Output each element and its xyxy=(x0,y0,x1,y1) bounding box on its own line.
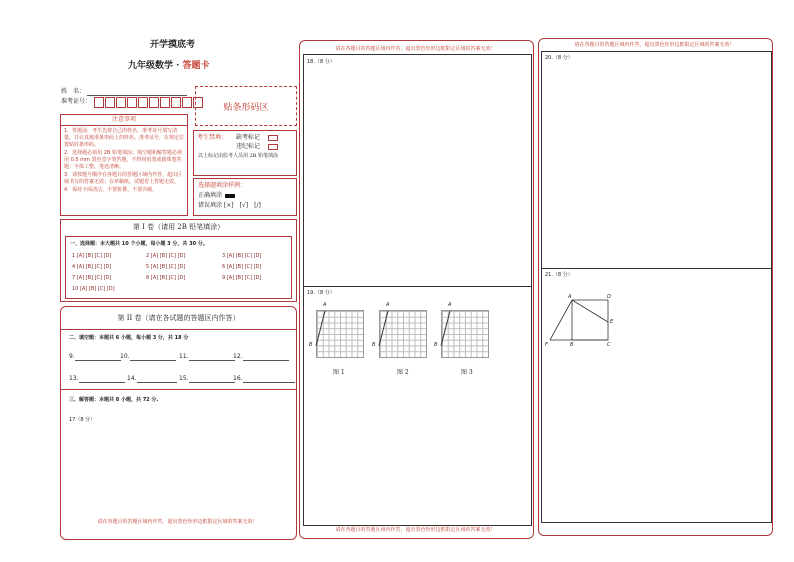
solve-section-title: 三、解答题：本题共 8 小题，共 72 分. xyxy=(69,397,159,403)
q19-label: 19.（8 分） xyxy=(307,290,335,296)
marks-label: 考生禁填： xyxy=(197,134,228,141)
choice-q9[interactable]: 9 [A] [B] [C] [D] xyxy=(222,275,262,281)
absent-label: 缺考标记 xyxy=(236,134,261,141)
note-4: 4．保持卡面清洁，不要折叠、不要弄破。 xyxy=(64,187,158,193)
fill-correct-label: 正确填涂 xyxy=(198,192,223,199)
q21-point-c: C xyxy=(607,342,611,348)
part2-warning: 请在各题目的答题区域内作答，超出黑色矩形边框限定区域的答案无效！ xyxy=(97,519,258,525)
q21-point-a: A xyxy=(568,294,572,300)
blank-9[interactable]: 9. xyxy=(69,353,121,361)
choice-q7[interactable]: 7 [A] [B] [C] [D] xyxy=(72,275,112,281)
part1-title: 第 I 卷（请用 2B 铅笔填涂） xyxy=(132,223,225,231)
sheet-label: 答题卡 xyxy=(182,61,210,71)
blank-15[interactable]: 15. xyxy=(179,375,235,383)
exam-no-label: 准考证号： xyxy=(61,98,92,105)
choice-q8[interactable]: 8 [A] [B] [C] [D] xyxy=(146,275,186,281)
q20-label: 20.（8 分） xyxy=(545,55,573,61)
middle-warning-top: 请在各题目的答题区域内作答，超出黑色矩形边框限定区域的答案无效！ xyxy=(335,46,496,52)
q21-point-e: E xyxy=(610,319,614,325)
choice-q3[interactable]: 3 [A] [B] [C] [D] xyxy=(222,253,262,259)
choice-q5[interactable]: 5 [A] [B] [C] [D] xyxy=(146,264,186,270)
choice-q10[interactable]: 10 [A] [B] [C] [D] xyxy=(72,286,115,292)
subject-name: 九年级数学 xyxy=(128,61,174,71)
blank-16[interactable]: 16. xyxy=(233,375,295,383)
blank-10[interactable]: 10. xyxy=(120,353,176,361)
name-label: 姓 名： xyxy=(61,88,86,95)
note-1: 1．答题前，考生先将自己的姓名，准考证号填写清楚，并认真核准条形码上的姓名、准考证号，在规定位置贴好条形码。 xyxy=(64,128,185,148)
q19-fig2-point-b: B xyxy=(372,342,376,348)
q21-point-d: D xyxy=(607,294,611,300)
right-warning-top: 请在各题目的答题区域内作答，超出黑色矩形边框限定区域的答案无效！ xyxy=(574,42,735,48)
q19-fig2-point-a: A xyxy=(386,302,390,308)
middle-warning-bottom: 请在各题目的答题区域内作答，超出黑色矩形边框限定区域的答案无效！ xyxy=(335,527,496,533)
q18-label: 18.（8 分） xyxy=(307,59,335,65)
choice-q1[interactable]: 1 [A] [B] [C] [D] xyxy=(72,253,112,259)
fill-section-title: 二、填空题：本题共 6 小题，每小题 3 分，共 18 分 xyxy=(69,335,189,341)
choice-q4[interactable]: 4 [A] [B] [C] [D] xyxy=(72,264,112,270)
violation-label: 违纪标记 xyxy=(236,143,261,150)
blank-12[interactable]: 12. xyxy=(233,353,289,361)
blank-11[interactable]: 11. xyxy=(179,353,235,361)
note-2: 2．选择题必须用 2B 铅笔填涂；填空题和解答题必须用 0.5 mm 黑色签字笔答题，不得用铅笔或圆珠笔答题；字体工整、笔迹清晰。 xyxy=(64,150,182,170)
q19-fig3-caption: 图 3 xyxy=(461,369,473,376)
q19-fig3-point-b: B xyxy=(434,342,438,348)
notes-title: 注意事项 xyxy=(61,115,187,126)
choice-q6[interactable]: 6 [A] [B] [C] [D] xyxy=(222,264,262,270)
choice-q2[interactable]: 2 [A] [B] [C] [D] xyxy=(146,253,186,259)
part2-title: 第 II 卷（请在各试题的答题区内作答） xyxy=(117,314,240,322)
fill-wrong-label: 错误填涂 [×] [√] [/] xyxy=(198,202,261,209)
q21-square xyxy=(572,300,608,340)
q21-point-f: F xyxy=(545,342,548,348)
note-3: 3．请按题号顺序在各题目的答题区域内作答，超出区域书写的答案无效；在草稿纸、试题卷上答题无效。 xyxy=(64,172,183,185)
subject-title: 九年级数学 · 答题卡 xyxy=(128,61,210,71)
q19-fig1-point-a: A xyxy=(323,302,327,308)
q21-line-ae xyxy=(572,300,608,322)
q21-label: 21.（8 分） xyxy=(545,272,573,278)
q19-fig1-point-b: B xyxy=(309,342,313,348)
choice-section-title: 一、选择题：本大题共 10 个小题，每小题 3 分，共 30 分。 xyxy=(70,241,208,247)
fill-example-title: 选择题填涂样例： xyxy=(198,182,247,189)
blank-14[interactable]: 14. xyxy=(127,375,177,383)
blank-13[interactable]: 13. xyxy=(69,375,125,383)
q19-fig3-point-a: A xyxy=(448,302,452,308)
exam-title: 开学摸底考 xyxy=(150,40,196,50)
q21-line-fa xyxy=(550,300,572,340)
marks-note: 以上标记由监考人员用 2B 铅笔填涂 xyxy=(198,153,279,159)
q19-fig2-caption: 图 2 xyxy=(397,369,409,376)
q17-label: 17（8 分） xyxy=(69,417,96,423)
q19-fig1-caption: 图 1 xyxy=(333,369,345,376)
barcode-label: 贴条形码区 xyxy=(223,102,269,113)
q21-point-b: B xyxy=(570,342,574,348)
